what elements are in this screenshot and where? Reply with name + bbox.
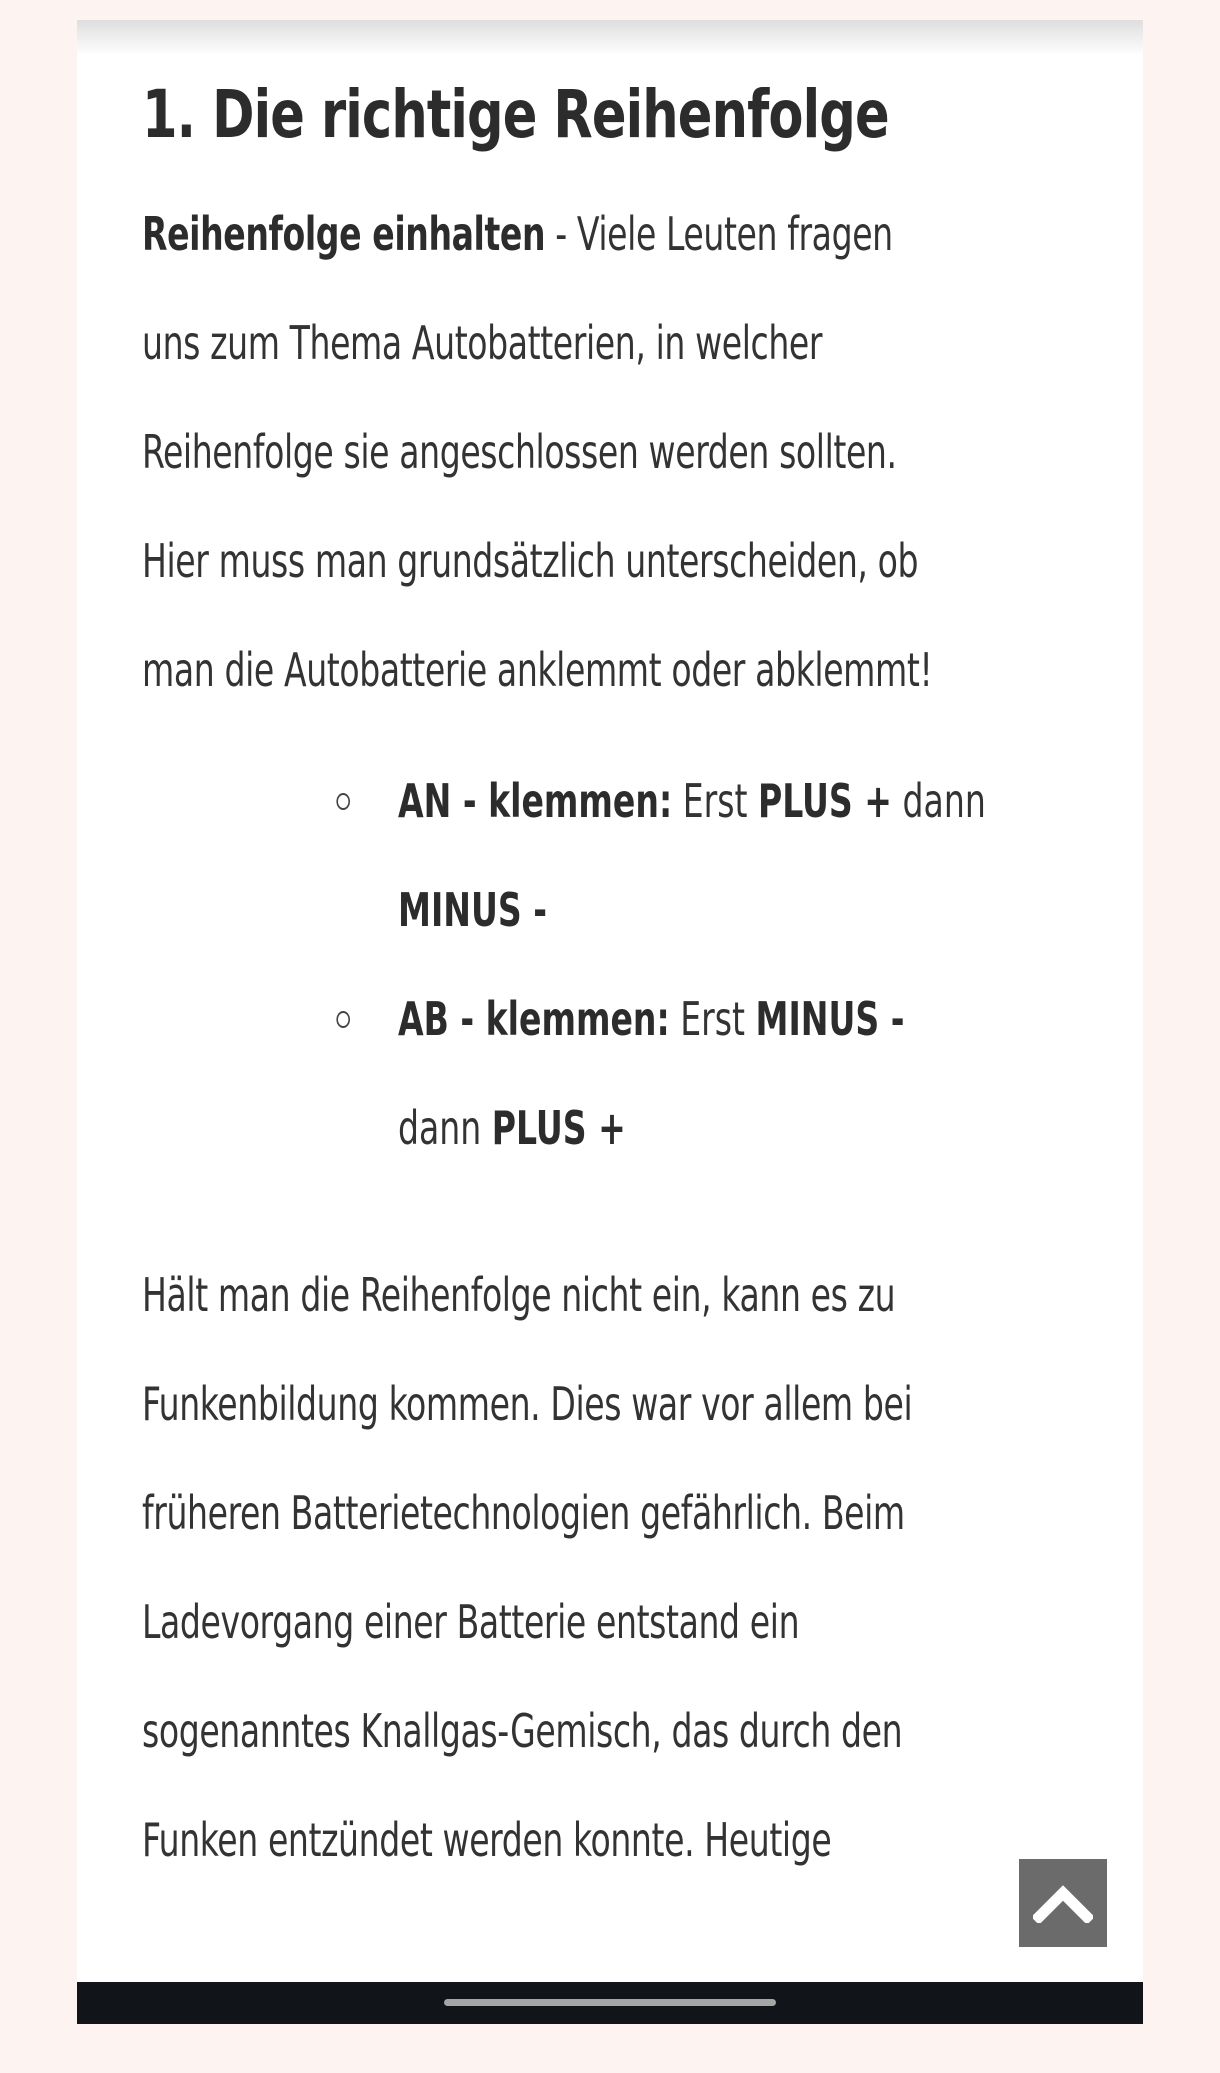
bullet-first-term: PLUS + — [757, 774, 893, 828]
intro-bold-lead: Reihenfolge einhalten — [142, 207, 546, 261]
intro-line-3: Reihenfolge sie angeschlossen werden sollten. — [142, 425, 897, 479]
section-heading: 1. Die richtige Reihenfolge — [142, 76, 889, 153]
chevron-up-icon — [1033, 1883, 1093, 1923]
intro-line-1: - Viele Leuten fragen — [545, 207, 893, 261]
home-indicator[interactable] — [444, 1999, 776, 2006]
intro-line-4: Hier muss man grundsätzlich unterscheiden, ob — [142, 534, 919, 588]
para2-line-5: sogenanntes Knallgas-Gemisch, das durch den — [142, 1704, 903, 1758]
bullet-label: AB - klemmen: — [398, 992, 670, 1046]
condensed-text-wrapper — [142, 180, 1102, 1895]
intro-paragraph — [142, 180, 1102, 725]
bullet-label: AN - klemmen: — [398, 774, 673, 828]
para2-line-3: früheren Batterietechnologien gefährlich. Beim — [142, 1486, 905, 1540]
para2-line-6: Funken entzündet werden konnte. Heutige — [142, 1813, 832, 1867]
list-item-ab-klemmen — [142, 965, 1102, 1183]
bullet-second-term: PLUS + — [491, 1101, 626, 1155]
bullet-circle-icon — [336, 1011, 350, 1028]
para2-line-2: Funkenbildung kommen. Dies war vor allem bei — [142, 1377, 913, 1431]
para2-line-1: Hält man die Reihenfolge nicht ein, kann es zu — [142, 1268, 896, 1322]
bullet-first-word: Erst — [672, 774, 758, 828]
intro-line-5: man die Autobatterie anklemmt oder abklemmt! — [142, 643, 933, 697]
article-card — [77, 20, 1143, 1982]
intro-line-2: uns zum Thema Autobatterien, in welcher — [142, 316, 823, 370]
bullet-second-term: MINUS - — [398, 883, 547, 937]
para2-line-4: Ladevorgang einer Batterie entstand ein — [142, 1595, 800, 1649]
list-item-an-klemmen — [142, 747, 1102, 965]
system-navigation-bar — [77, 1982, 1143, 2024]
bullet-circle-icon — [336, 793, 350, 810]
bullet-then-word: dann — [398, 1101, 492, 1155]
scroll-to-top-button[interactable] — [1019, 1859, 1107, 1947]
explanation-paragraph — [142, 1241, 1102, 1895]
bullet-then-word: dann — [892, 774, 986, 828]
connection-order-list — [142, 747, 1102, 1183]
bullet-first-word: Erst — [669, 992, 756, 1046]
bullet-first-term: MINUS - — [755, 992, 905, 1046]
article-content — [142, 50, 1102, 1895]
